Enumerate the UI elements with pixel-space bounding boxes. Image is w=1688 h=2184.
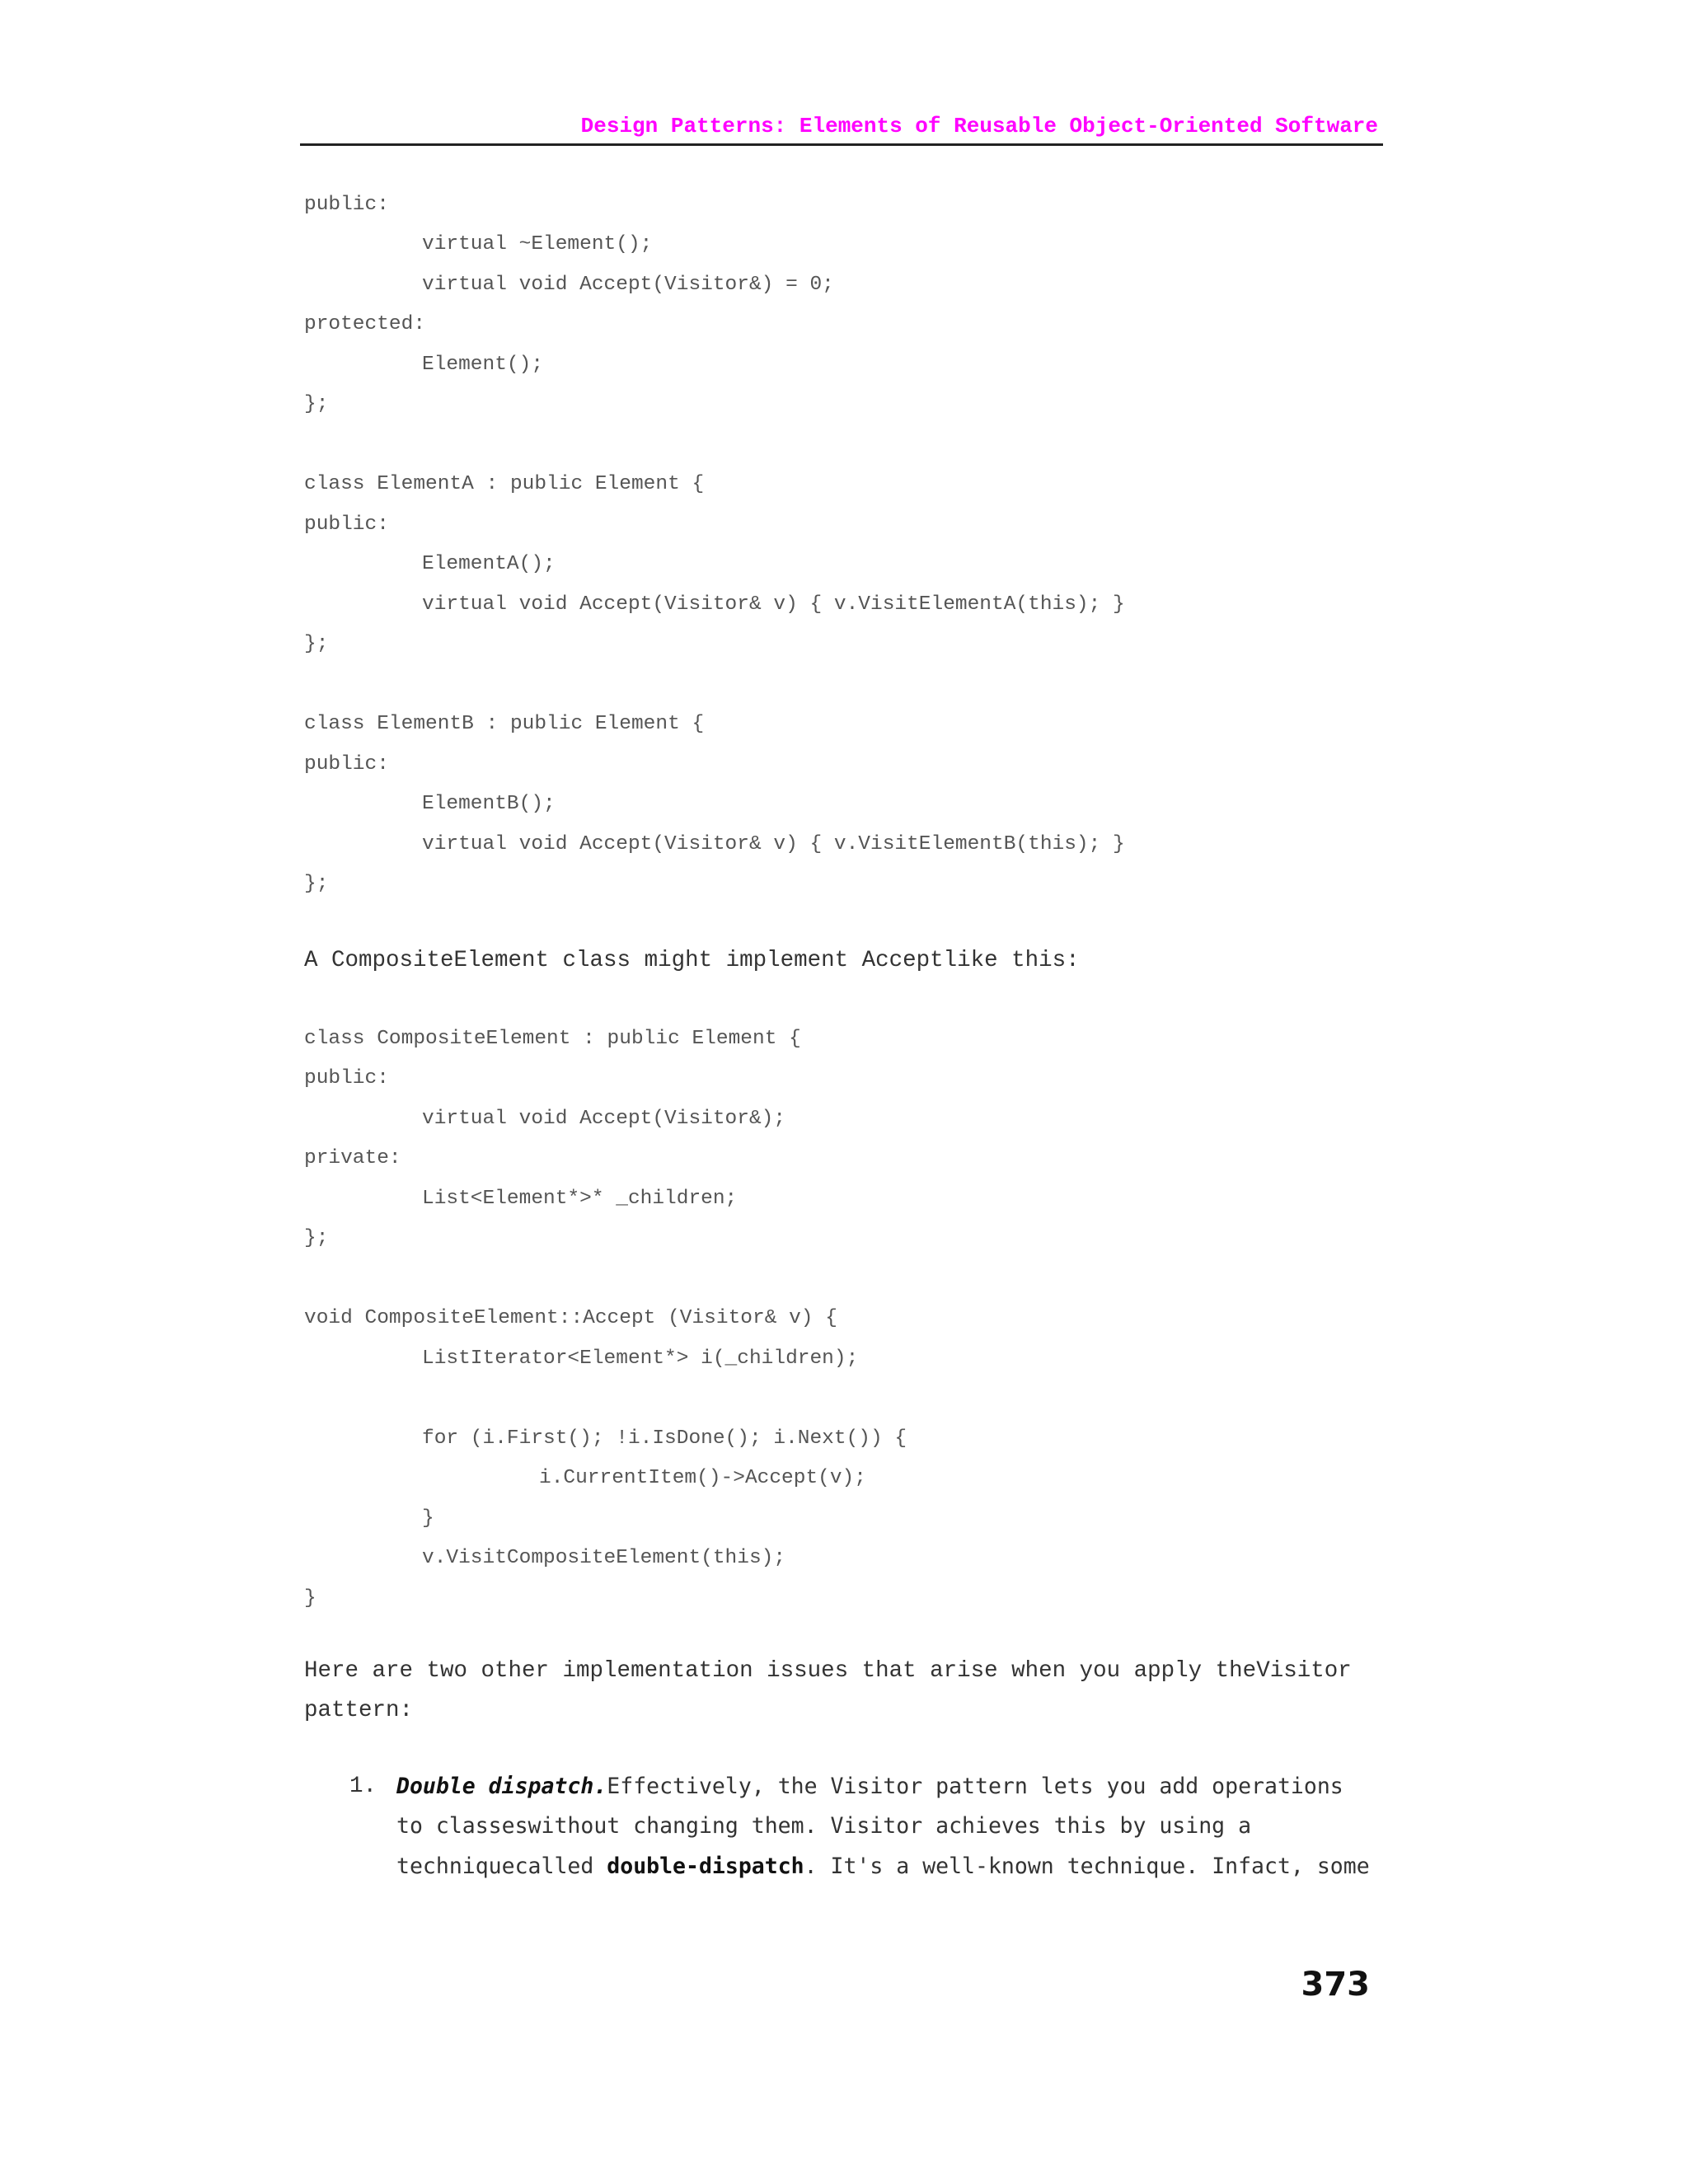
code-line: };: [304, 393, 329, 415]
code-line: void CompositeElement::Accept (Visitor& v) {: [304, 1307, 837, 1329]
code-line: public:: [304, 1067, 389, 1090]
list-item-text: techniquecalled: [396, 1854, 607, 1879]
body-paragraph-line: Here are two other implementation issues that arise when you apply theVisitor: [304, 1658, 1352, 1684]
code-line: v.VisitCompositeElement(this);: [422, 1547, 786, 1569]
code-line: virtual ~Element();: [422, 233, 653, 255]
code-line: virtual void Accept(Visitor& v) { v.VisitElementB(this); }: [422, 833, 1125, 855]
code-line: virtual void Accept(Visitor&);: [422, 1108, 786, 1130]
list-item-line: [396, 1774, 1343, 1800]
body-paragraph: A CompositeElement class might implement Acceptlike this:: [304, 948, 1080, 973]
code-line: List<Element*>* _children;: [422, 1188, 738, 1210]
code-line: };: [304, 633, 329, 655]
code-line: class ElementB : public Element {: [304, 713, 705, 735]
list-item-text: . It's a well-known technique. Infact, some: [804, 1854, 1370, 1879]
page-number: 373: [1301, 1966, 1370, 2004]
code-line: Element();: [422, 354, 544, 376]
list-item-line: [396, 1854, 1370, 1880]
book-title: Design Patterns: Elements of Reusable Object-Oriented Software: [580, 114, 1378, 138]
body-paragraph-line: pattern:: [304, 1698, 414, 1723]
code-line: }: [422, 1507, 434, 1530]
running-header: [300, 112, 1383, 146]
code-line: for (i.First(); !i.IsDone(); i.Next()) {: [422, 1427, 907, 1450]
code-line: class CompositeElement : public Element {: [304, 1028, 801, 1050]
code-line: };: [304, 873, 329, 895]
code-line: public:: [304, 753, 389, 776]
code-line: ListIterator<Element*> i(_children);: [422, 1347, 859, 1370]
list-item-number: 1.: [349, 1774, 377, 1799]
code-line: i.CurrentItem()->Accept(v);: [539, 1467, 866, 1489]
list-item-text: Effectively, the Visitor pattern lets you add operations: [607, 1774, 1343, 1799]
code-line: class ElementA : public Element {: [304, 473, 705, 495]
list-item-term: Double dispatch.: [396, 1774, 607, 1799]
code-line: public:: [304, 513, 389, 536]
code-line: public:: [304, 194, 389, 216]
code-line: ElementA();: [422, 553, 556, 575]
code-line: protected:: [304, 313, 426, 335]
list-item-line: to classeswithout changing them. Visitor achieves this by using a: [396, 1813, 1252, 1839]
list-item-bold-term: double-dispatch: [607, 1854, 804, 1879]
code-line: private:: [304, 1147, 401, 1169]
code-line: virtual void Accept(Visitor&) = 0;: [422, 274, 834, 296]
code-line: };: [304, 1227, 329, 1249]
code-line: ElementB();: [422, 793, 556, 815]
code-line: }: [304, 1587, 316, 1610]
code-line: virtual void Accept(Visitor& v) { v.VisitElementA(this); }: [422, 593, 1125, 616]
